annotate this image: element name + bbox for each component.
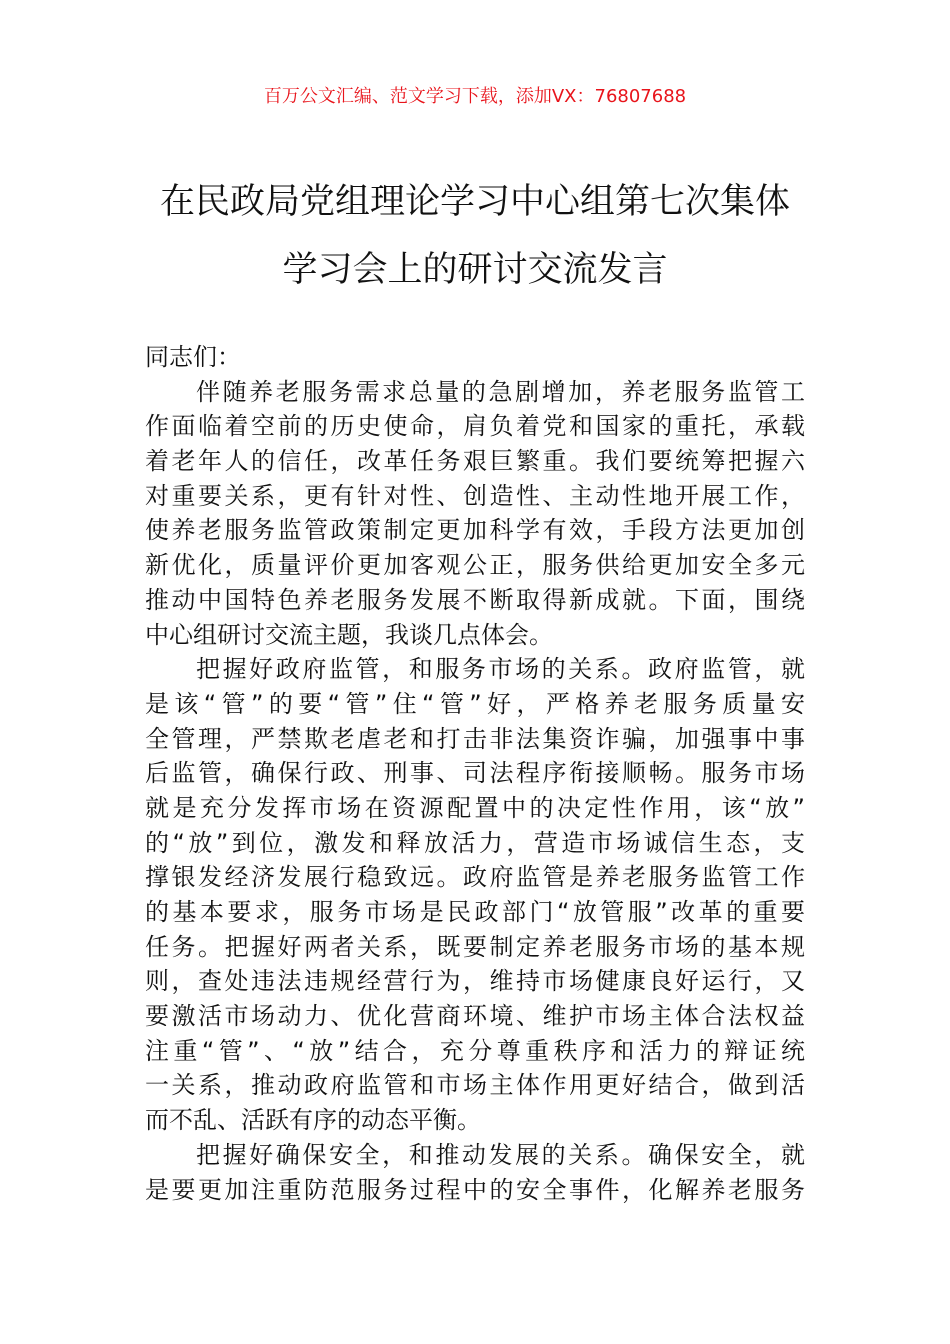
watermark-header: 百万公文汇编、范文学习下载，添加VX：76807688 [263, 86, 687, 107]
document-title-line-1: 在民政局党组理论学习中心组第七次集体 [159, 182, 790, 222]
paragraph-line: 把握好政府监管，和服务市场的关系。政府监管，就 [196, 655, 805, 684]
paragraph-line: 把握好确保安全，和推动发展的关系。确保安全，就 [196, 1140, 805, 1169]
paragraph-line: 是要更加注重防范服务过程中的安全事件，化解养老服务 [145, 1175, 805, 1204]
paragraph-line: 推动中国特色养老服务发展不断取得新成就。下面，围绕 [145, 585, 805, 614]
paragraph-line: 的基本要求，服务市场是民政部门“放管服”改革的重要 [145, 898, 805, 926]
paragraph-line: 中心组研讨交流主题，我谈几点体会。 [145, 620, 553, 649]
paragraph-line: 作面临着空前的历史使命，肩负着党和国家的重托，承载 [145, 412, 805, 441]
paragraph-line: 后监管，确保行政、刑事、司法程序衔接顺畅。服务市场 [145, 759, 805, 788]
paragraph-line: 着老年人的信任，改革任务艰巨繁重。我们要统筹把握六 [145, 447, 805, 476]
paragraph-line: 使养老服务监管政策制定更加科学有效，手段方法更加创 [145, 516, 805, 545]
paragraph-line: 一关系，推动政府监管和市场主体作用更好结合，做到活 [145, 1071, 805, 1100]
paragraph-line: 要激活市场动力、优化营商环境、维护市场主体合法权益 [145, 1002, 805, 1031]
paragraph [145, 652, 805, 1138]
paragraph [145, 375, 805, 653]
document-body [145, 340, 805, 1207]
paragraph-line: 伴随养老服务需求总量的急剧增加，养老服务监管工 [196, 377, 805, 406]
paragraph-line: 而不乱、活跃有序的动态平衡。 [145, 1106, 481, 1135]
paragraph-line: 则，查处违法违规经营行为，维持市场健康良好运行，又 [145, 967, 805, 996]
paragraph [145, 1138, 805, 1207]
paragraph-line: 全管理，严禁欺老虐老和打击非法集资诈骗，加强事中事 [145, 724, 805, 753]
salutation: 同志们： [145, 343, 241, 371]
paragraph-line: 注重“管”、“放”结合，充分尊重秩序和活力的辩证统 [145, 1036, 805, 1065]
paragraph-line: 就是充分发挥市场在资源配置中的决定性作用，该“放” [145, 793, 805, 822]
paragraph-line: 任务。把握好两者关系，既要制定养老服务市场的基本规 [145, 932, 805, 961]
paragraph-line: 的“放”到位，激发和释放活力，营造市场诚信生态，支 [145, 828, 805, 857]
paragraph-line: 是该“管”的要“管”住“管”好，严格养老服务质量安 [145, 689, 805, 718]
paragraph-line: 新优化，质量评价更加客观公正，服务供给更加安全多元 [145, 551, 805, 580]
document-title-line-2: 学习会上的研讨交流发言 [282, 250, 668, 290]
paragraph-line: 对重要关系，更有针对性、创造性、主动性地开展工作， [145, 481, 805, 510]
paragraph-line: 撑银发经济发展行稳致远。政府监管是养老服务监管工作 [145, 863, 805, 892]
